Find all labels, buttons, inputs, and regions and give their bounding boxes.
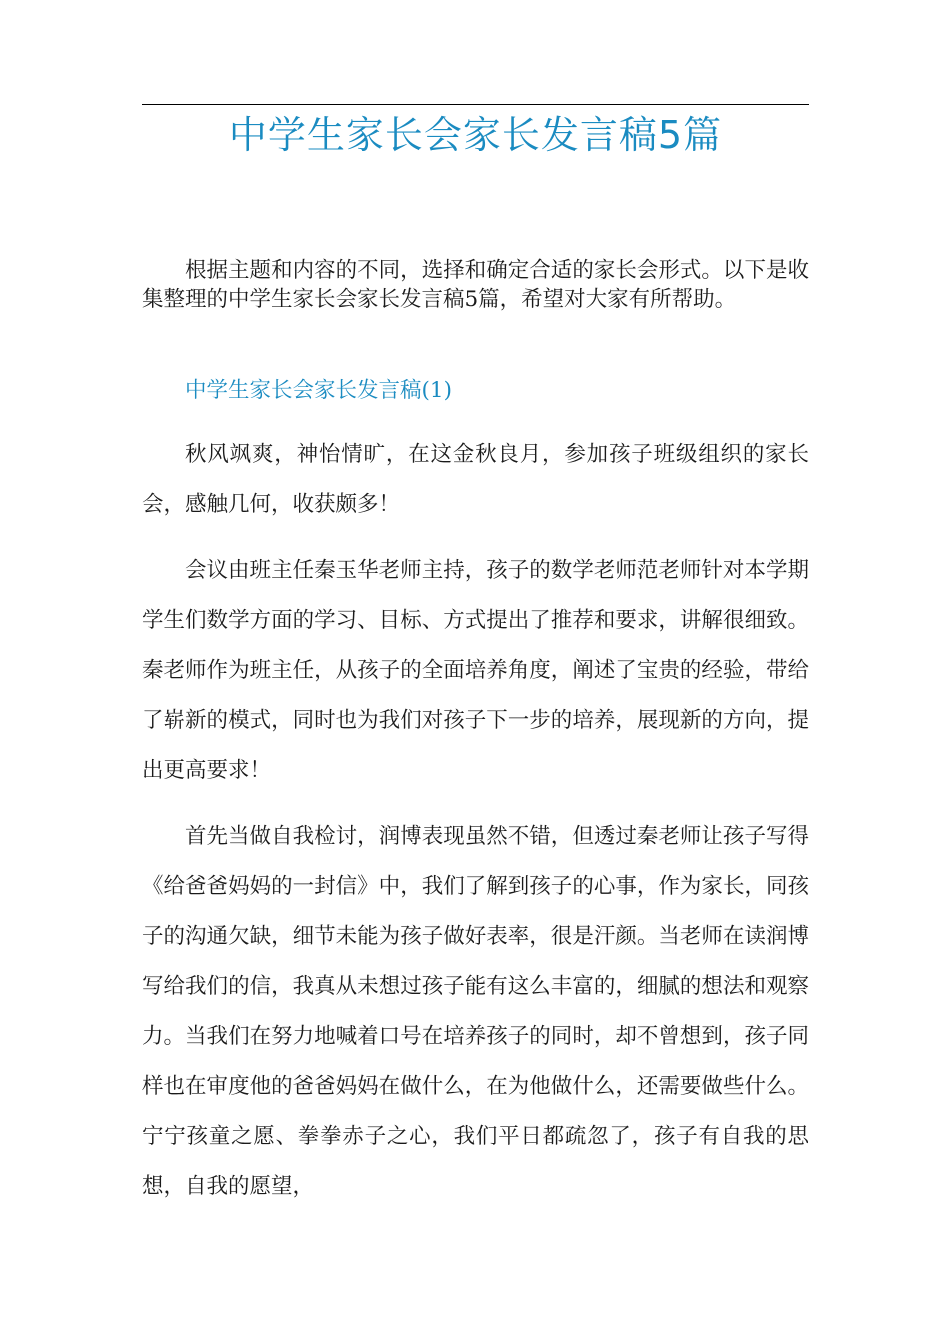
body-paragraph: 会议由班主任秦玉华老师主持，孩子的数学老师范老师针对本学期学生们数学方面的学习、目标、方式提出了推荐和要求，讲解很细致。秦老师作为班主任，从孩子的全面培养角度，阐述了宝贵的经验，带给了崭新的模式，同时也为我们对孩子下一步的培养，展现新的方向，提出更高要求！ xyxy=(142,558,809,783)
section-heading: 中学生家长会家长发言稿(1) xyxy=(185,378,452,403)
intro-paragraph: 根据主题和内容的不同，选择和确定合适的家长会形式。以下是收集整理的中学生家长会家长发言稿5篇，希望对大家有所帮助。 xyxy=(142,258,809,312)
header-rule xyxy=(142,104,809,105)
body-paragraph: 秋风飒爽，神怡情旷，在这金秋良月，参加孩子班级组织的家长会，感触几何，收获颇多！ xyxy=(142,442,809,517)
document-title: 中学生家长会家长发言稿5篇 xyxy=(228,113,723,157)
body-paragraph: 首先当做自我检讨，润博表现虽然不错，但透过秦老师让孩子写得《给爸爸妈妈的一封信》中，我们了解到孩子的心事，作为家长，同孩子的沟通欠缺，细节未能为孩子做好表率，很是汗颜。当老师在读润博写给我们的信，我真从未想过孩子能有这么丰富的，细腻的想法和观察力。当我们在努力地喊着口号在培养孩子的同时，却不曾想到，孩子同样也在审度他的爸爸妈妈在做什么，在为他做什么，还需要做些什么。宁宁孩童之愿、拳拳赤子之心，我们平日都疏忽了，孩子有自我的思想，自我的愿望， xyxy=(142,824,809,1199)
